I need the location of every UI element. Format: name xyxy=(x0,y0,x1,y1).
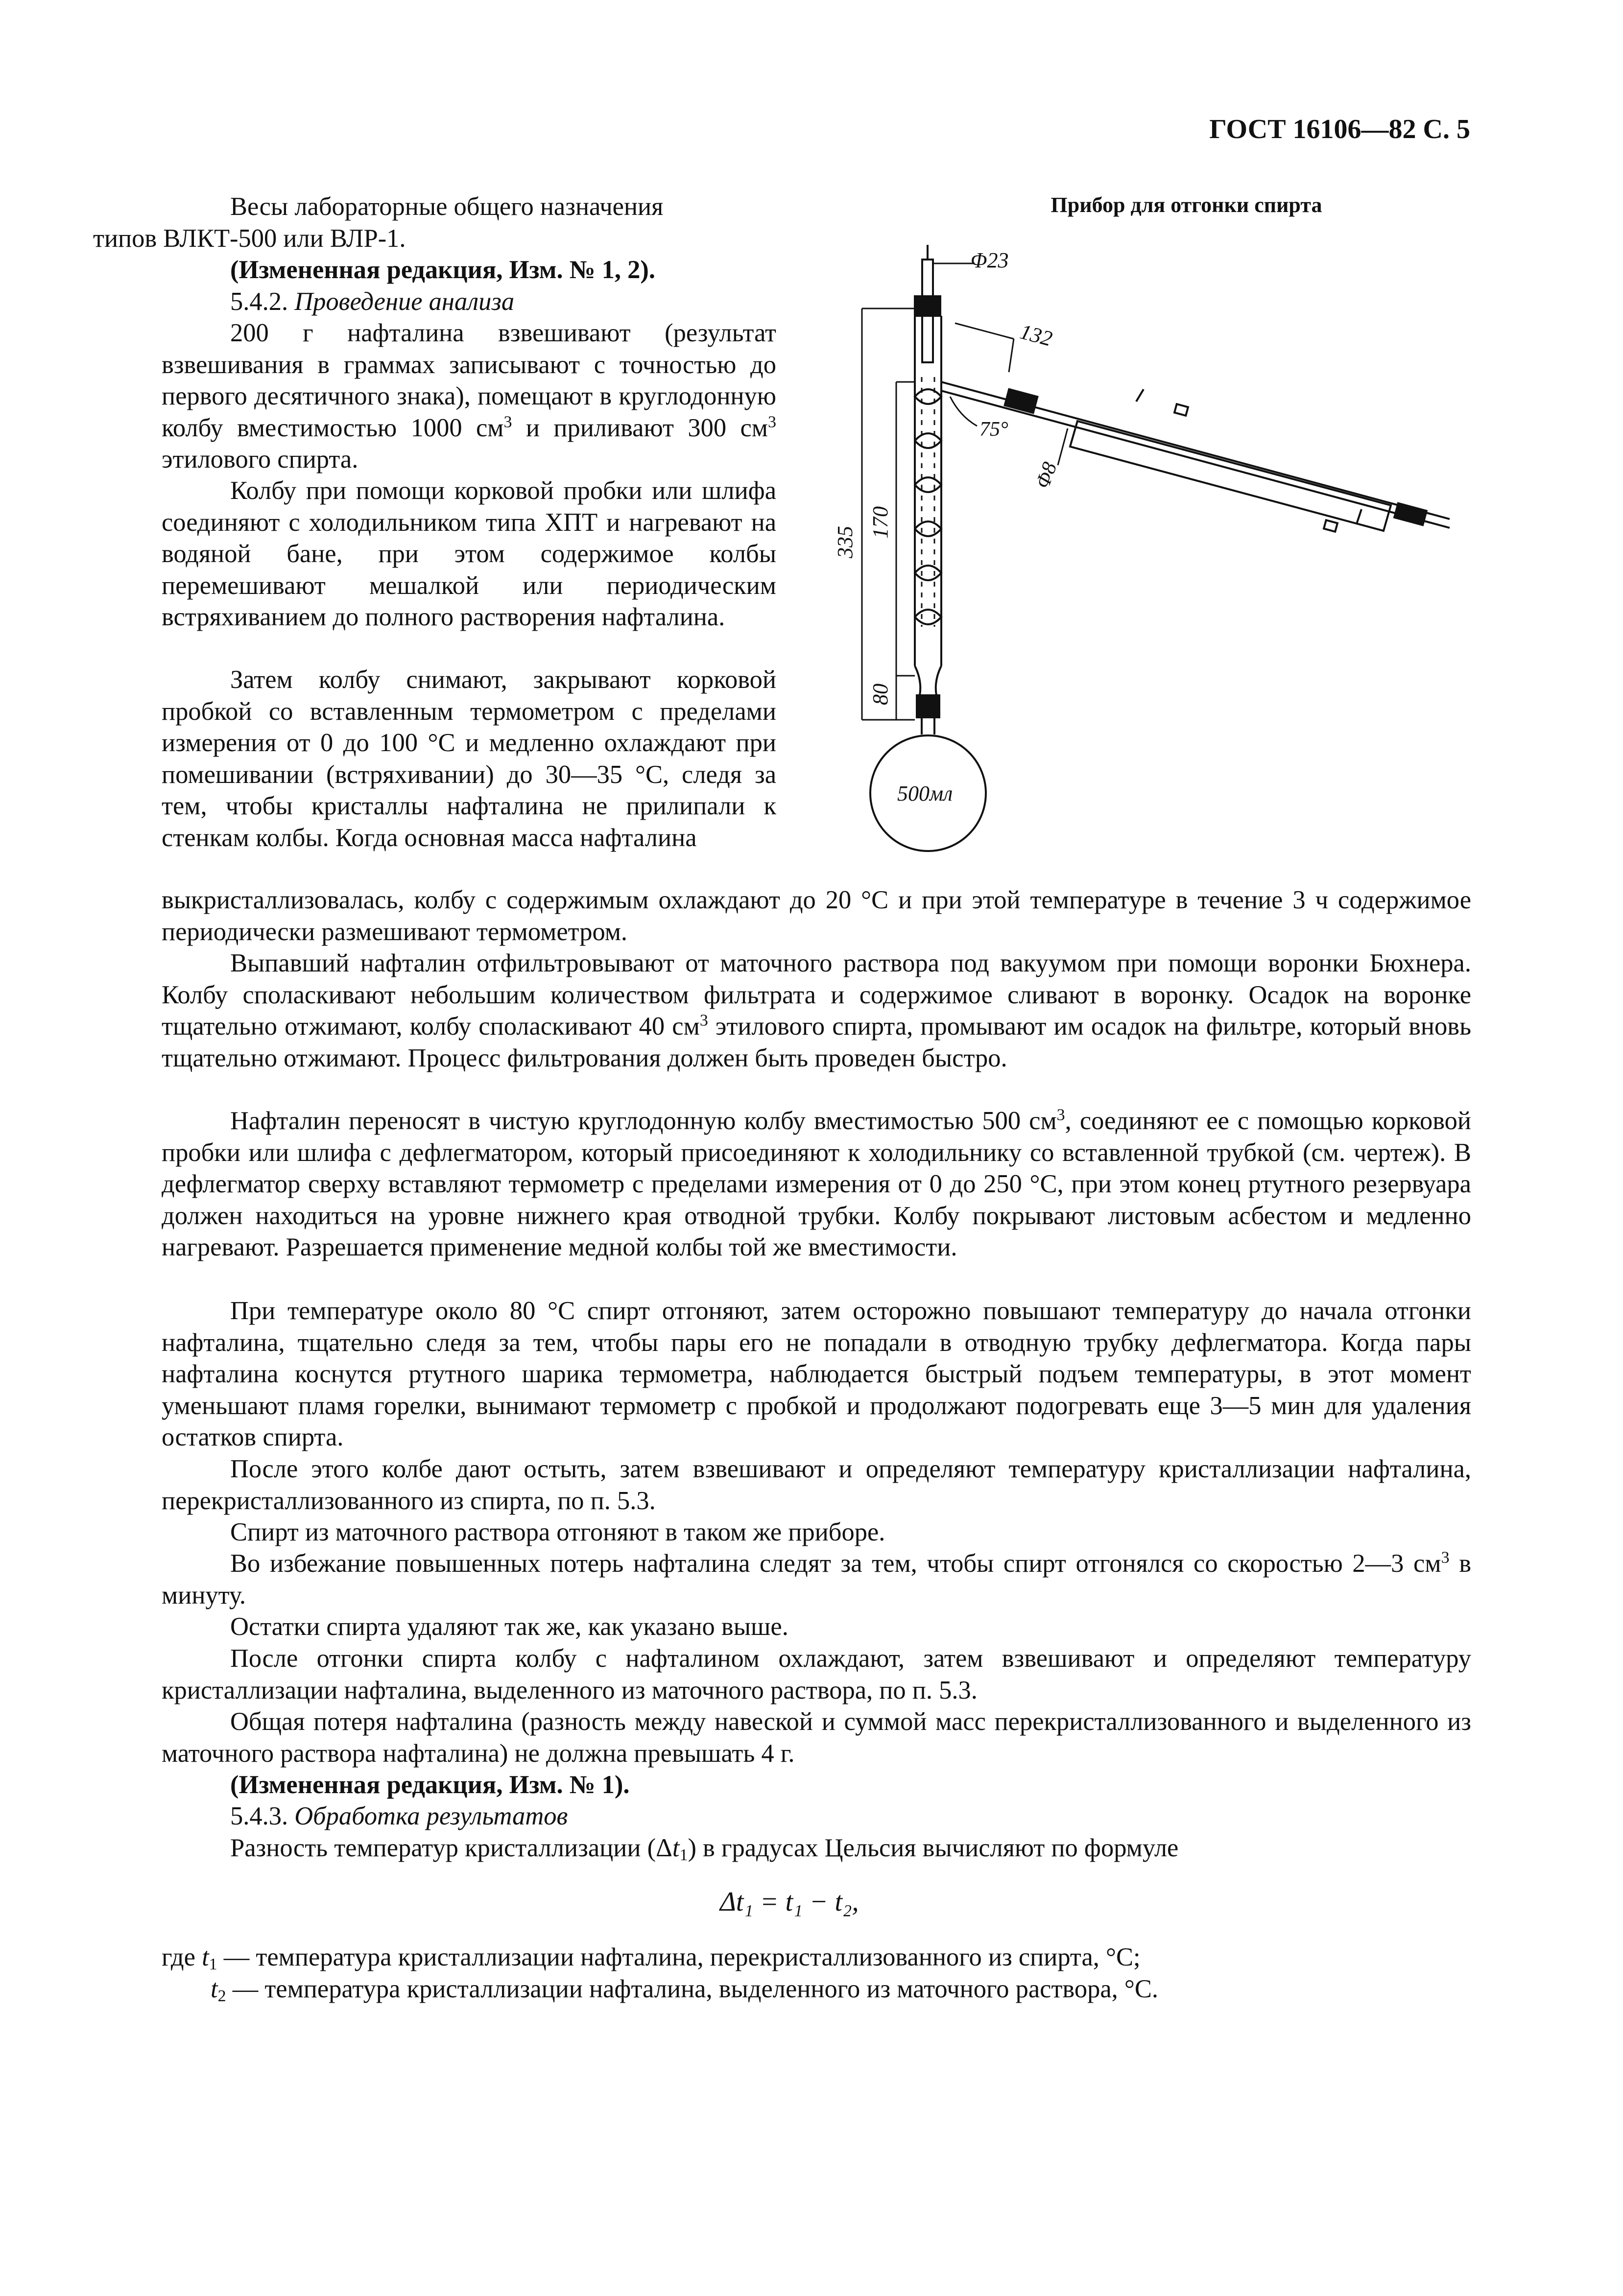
page-header: ГОСТ 16106—82 С. 5 xyxy=(1209,114,1470,144)
figure-caption: Прибор для отгонки спирта xyxy=(1050,193,1322,217)
symbol-t: t xyxy=(211,1975,218,2003)
section-number: 5.4.2. xyxy=(230,287,288,316)
section-number: 5.4.3. xyxy=(230,1802,288,1830)
paragraph-cooling: Затем колбу снимают, закрывают корковой пробкой со вставленным термометром с пределами измерения от 0 до 100 °С и медленно охлаждают при помешивании (встряхивании) до 30—35 °С, следя за тем, чтобы кристаллы нафталина не прилипали к стенкам колбы. Когда основная масса нафталина xyxy=(162,665,776,852)
formula-intro-1: Разность температур кристаллизации (Δ xyxy=(230,1834,672,1862)
paragraph-mother-liquor: Спирт из маточного раствора отгоняют в таком же приборе. xyxy=(230,1518,885,1546)
label-170: 170 xyxy=(868,506,892,539)
label-d23: Φ23 xyxy=(971,248,1009,272)
weighing-text-2: и приливают 300 см xyxy=(512,413,768,442)
distillation-apparatus-drawing xyxy=(784,235,1479,867)
rate-text-1: Во избежание повышенных потерь нафталина следят за тем, чтобы спирт отгонялся со скоростью 2—3 см xyxy=(230,1549,1441,1578)
transfer-text-2: , соединяют ее с помощью корковой пробки или шлифа с дефлегматором, который присоединяют к холодильнику со вставленной трубкой (см. чертеж). В дефлегматор сверху вставляют термометр с пределами измерения от 0 до 250 °С, при этом конец ртутного резервуара должен находиться на уровне нижнего края отводной трубки. Колбу покрывают листовым асбестом и медленно нагревают. Разрешается применение медной колбы той же вместимости. xyxy=(162,1107,1471,1261)
superscript-3: 3 xyxy=(503,413,512,431)
subscript-2: 2 xyxy=(217,1987,226,2005)
paragraph-distillation: При температуре около 80 °С спирт отгоняют, затем осторожно повышают температуру до начала отгонки нафталина, тщательно следя за тем, чтобы пары его не попадали в отводную трубку дефлегматора. Когда пары нафталина коснутся ртутного шарика термометра, наблюдается быстрый подъем температуры, в этот момент уменьшают пламя горелки, вынимают термометр с пробкой и продолжают подогревать еще 3—5 мин для удаления остатков спирта. xyxy=(162,1297,1471,1451)
symbol-t: t xyxy=(672,1834,680,1862)
paragraph-formula-intro xyxy=(162,1832,1471,1864)
paragraph-after-distillation: После отгонки спирта колбу с нафталином охлаждают, затем взвешивают и определяют температуру кристаллизации нафталина, выделенного из маточного раствора, по п. 5.3. xyxy=(162,1644,1471,1704)
paragraph-cooling-weighing: После этого колбе дают остыть, затем взвешивают и определяют температуру кристаллизации нафталина, перекристаллизованного из спирта, по п. 5.3. xyxy=(162,1455,1471,1515)
label-80: 80 xyxy=(868,684,892,705)
subscript-1: 1 xyxy=(209,1955,217,1973)
weighing-text-3: этилового спирта. xyxy=(162,445,358,473)
paragraph-connect-cooler: Колбу при помощи корковой пробки или шлифа соединяют с холодильником типа ХПТ и нагревают на водяной бане, при этом содержимое колбы перемешивают мешалкой или периодическим встряхиванием до полного растворения нафталина. xyxy=(162,476,776,631)
filtering-text-2: этилового спирта, промывают им осадок на фильтре, который вновь тщательно отжимают. Процесс фильтрования должен быть проведен быстро. xyxy=(162,1012,1472,1072)
rate-text-2: в минуту. xyxy=(162,1549,1472,1610)
symbol-t: t xyxy=(202,1943,209,1971)
formula: Δt₁ = t₁ − t₂, xyxy=(720,1887,859,1917)
label-335: 335 xyxy=(833,526,857,558)
t1-definition: — температура кристаллизации нафталина, перекристаллизованного из спирта, °С; xyxy=(217,1943,1141,1971)
section-5-4-2-heading xyxy=(162,286,776,318)
scales-line-1: Весы лабораторные общего назначения xyxy=(230,192,664,221)
definition-t1 xyxy=(162,1941,1141,1973)
formula-intro-2: ) в градусах Цельсия вычисляют по формуле xyxy=(688,1834,1179,1862)
superscript-3: 3 xyxy=(768,413,776,431)
section-title: Проведение анализа xyxy=(294,287,515,316)
weighing-text-1: 200 г нафталина взвешивают (результат взвешивания в граммах записывают с точностью до первого десятичного знака), помещают в круглодонную колбу вместимостью 1000 см xyxy=(162,319,776,442)
label-angle: 75° xyxy=(979,418,1008,441)
transfer-text-1: Нафталин переносят в чистую круглодонную колбу вместимостью 500 см xyxy=(230,1107,1057,1135)
section-title: Обработка результатов xyxy=(294,1802,568,1830)
paragraph-total-loss: Общая потеря нафталина (разность между навеской и суммой масс перекристаллизованного и выделенного из маточного раствора нафталина) не должна превышать 4 г. xyxy=(162,1707,1471,1768)
paragraph-rate xyxy=(162,1548,1471,1611)
t2-definition: — температура кристаллизации нафталина, выделенного из маточного раствора, °С. xyxy=(226,1975,1159,2003)
scales-line-2: типов ВЛКТ-500 или ВЛР-1. xyxy=(93,224,406,253)
revision-note-1-2: (Измененная редакция, Изм. № 1, 2). xyxy=(230,256,656,284)
section-5-4-3-heading xyxy=(162,1800,1471,1832)
subscript-1: 1 xyxy=(679,1846,688,1864)
filtering-text-1: Выпавший нафталин отфильтровывают от маточного раствора под вакуумом при помощи воронки Бюхнера. Колбу споласкивают небольшим количеством фильтрата и содержимое сливают в воронку. Осадок на воронке тщательно отжимают, колбу споласкивают 40 см xyxy=(162,949,1471,1041)
definition-t2 xyxy=(211,1973,1158,2005)
paragraph-scales xyxy=(93,191,776,254)
superscript-3: 3 xyxy=(699,1011,708,1030)
paragraph-transfer xyxy=(162,1105,1471,1263)
label-132: 132 xyxy=(1017,319,1055,351)
superscript-3: 3 xyxy=(1056,1106,1065,1124)
paragraph-cooling-continued: выкристаллизовалась, колбу с содержимым охлаждают до 20 °С и при этой температуре в течение 3 ч содержимое периодически размешивают термометром. xyxy=(162,886,1471,946)
revision-note-1: (Измененная редакция, Изм. № 1). xyxy=(230,1771,630,1799)
paragraph-remaining-alcohol: Остатки спирта удаляют так же, как указано выше. xyxy=(230,1612,788,1641)
where-prefix: где xyxy=(162,1943,195,1971)
paragraph-filtering xyxy=(162,947,1471,1074)
superscript-3: 3 xyxy=(1441,1548,1450,1567)
label-d8: Φ8 xyxy=(1031,459,1062,492)
paragraph-weighing xyxy=(162,317,776,475)
label-flask-volume: 500мл xyxy=(897,781,953,805)
